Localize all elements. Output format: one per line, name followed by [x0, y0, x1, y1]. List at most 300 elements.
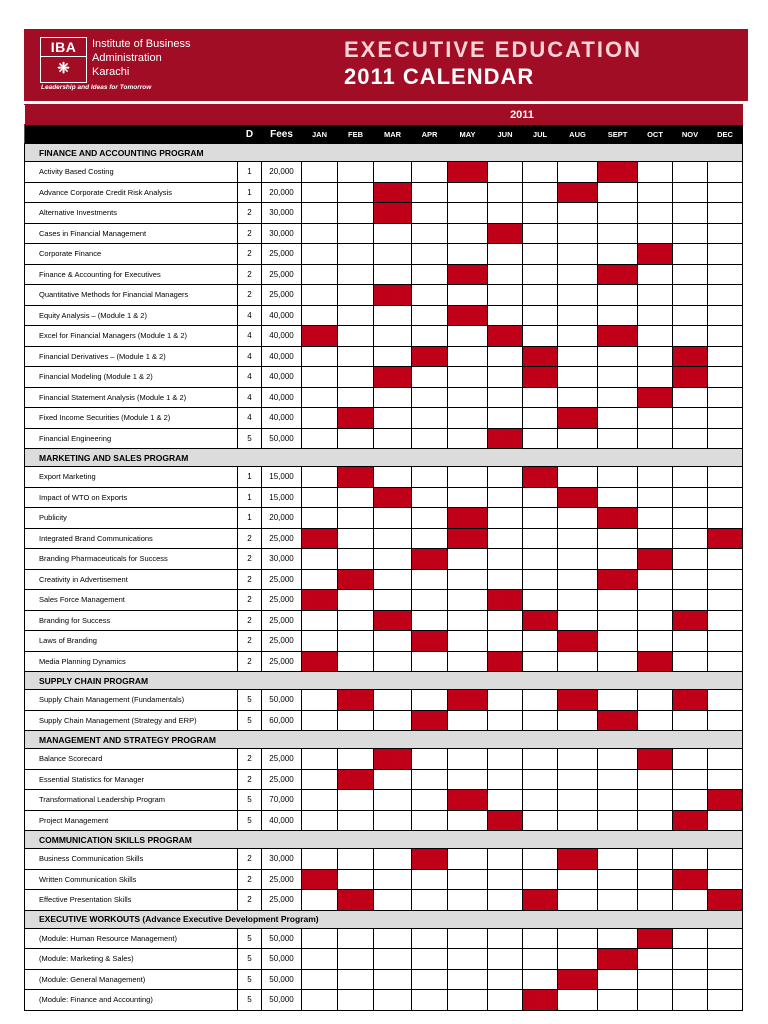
month-cell — [558, 528, 598, 549]
month-cell — [708, 346, 743, 367]
month-cell — [523, 528, 558, 549]
scheduled-month-cell — [523, 467, 558, 488]
month-cell — [673, 487, 708, 508]
month-cell — [598, 790, 638, 811]
month-cell — [708, 749, 743, 770]
program-row — [25, 690, 743, 711]
program-duration: 5 — [238, 710, 262, 731]
month-cell — [488, 346, 523, 367]
month-cell — [673, 264, 708, 285]
month-cell — [558, 508, 598, 529]
month-cell — [598, 651, 638, 672]
program-duration: 5 — [238, 990, 262, 1011]
month-cell — [338, 969, 374, 990]
month-cell — [673, 223, 708, 244]
month-cell — [558, 326, 598, 347]
program-fee: 50,000 — [262, 990, 302, 1011]
month-cell — [523, 326, 558, 347]
month-cell — [673, 569, 708, 590]
month-cell — [338, 508, 374, 529]
month-cell — [412, 305, 448, 326]
section-row — [25, 910, 743, 928]
month-cell — [302, 769, 338, 790]
program-duration: 2 — [238, 244, 262, 265]
month-cell — [523, 569, 558, 590]
month-cell — [638, 690, 673, 711]
month-cell — [488, 969, 523, 990]
month-cell — [598, 631, 638, 652]
month-cell — [374, 549, 412, 570]
scheduled-month-cell — [638, 651, 673, 672]
month-cell — [412, 326, 448, 347]
section-row — [25, 672, 743, 690]
month-cell — [412, 467, 448, 488]
month-cell — [338, 749, 374, 770]
scheduled-month-cell — [448, 305, 488, 326]
program-fee: 25,000 — [262, 244, 302, 265]
month-cell — [523, 428, 558, 449]
month-cell — [448, 810, 488, 831]
month-cell — [598, 810, 638, 831]
month-cell — [302, 610, 338, 631]
month-cell — [302, 487, 338, 508]
program-name: (Module: Marketing & Sales) — [25, 949, 238, 970]
program-fee: 50,000 — [262, 690, 302, 711]
month-col-header: FEB — [338, 125, 374, 144]
section-title: MANAGEMENT AND STRATEGY PROGRAM — [25, 731, 743, 749]
month-cell — [302, 223, 338, 244]
month-cell — [412, 651, 448, 672]
scheduled-month-cell — [673, 810, 708, 831]
scheduled-month-cell — [558, 182, 598, 203]
program-fee: 25,000 — [262, 749, 302, 770]
program-name: (Module: General Management) — [25, 969, 238, 990]
month-cell — [638, 631, 673, 652]
scheduled-month-cell — [338, 890, 374, 911]
month-cell — [558, 590, 598, 611]
program-name: Supply Chain Management (Fundamentals) — [25, 690, 238, 711]
month-cell — [488, 710, 523, 731]
month-cell — [302, 710, 338, 731]
month-cell — [374, 790, 412, 811]
month-cell — [598, 346, 638, 367]
month-cell — [598, 487, 638, 508]
month-cell — [448, 949, 488, 970]
month-cell — [598, 285, 638, 306]
program-name: Publicity — [25, 508, 238, 529]
month-cell — [523, 508, 558, 529]
month-cell — [598, 528, 638, 549]
scheduled-month-cell — [302, 869, 338, 890]
program-row — [25, 182, 743, 203]
scheduled-month-cell — [598, 162, 638, 183]
month-cell — [638, 408, 673, 429]
month-cell — [708, 223, 743, 244]
month-cell — [488, 569, 523, 590]
month-cell — [412, 244, 448, 265]
scheduled-month-cell — [448, 790, 488, 811]
month-cell — [448, 326, 488, 347]
month-cell — [598, 467, 638, 488]
month-cell — [673, 326, 708, 347]
program-name: Cases in Financial Management — [25, 223, 238, 244]
program-fee: 20,000 — [262, 182, 302, 203]
month-cell — [338, 590, 374, 611]
program-name: Advance Corporate Credit Risk Analysis — [25, 182, 238, 203]
month-cell — [412, 569, 448, 590]
program-row — [25, 467, 743, 488]
program-fee: 40,000 — [262, 810, 302, 831]
month-cell — [302, 244, 338, 265]
month-cell — [338, 223, 374, 244]
section-title: SUPPLY CHAIN PROGRAM — [25, 672, 743, 690]
month-cell — [598, 305, 638, 326]
month-cell — [374, 223, 412, 244]
scheduled-month-cell — [412, 346, 448, 367]
program-row — [25, 408, 743, 429]
month-cell — [302, 928, 338, 949]
program-fee: 25,000 — [262, 264, 302, 285]
duration-col-header: D — [238, 125, 262, 144]
program-row — [25, 949, 743, 970]
scheduled-month-cell — [638, 244, 673, 265]
month-cell — [708, 549, 743, 570]
month-cell — [412, 610, 448, 631]
month-cell — [558, 610, 598, 631]
month-cell — [374, 528, 412, 549]
month-cell — [412, 749, 448, 770]
month-cell — [302, 467, 338, 488]
month-cell — [374, 810, 412, 831]
month-cell — [708, 162, 743, 183]
month-cell — [673, 508, 708, 529]
program-name: Project Management — [25, 810, 238, 831]
month-cell — [598, 203, 638, 224]
program-fee: 20,000 — [262, 508, 302, 529]
program-duration: 4 — [238, 367, 262, 388]
scheduled-month-cell — [412, 549, 448, 570]
month-cell — [448, 387, 488, 408]
month-cell — [558, 285, 598, 306]
month-cell — [673, 590, 708, 611]
month-cell — [338, 949, 374, 970]
month-cell — [638, 949, 673, 970]
month-cell — [448, 285, 488, 306]
program-fee: 15,000 — [262, 467, 302, 488]
scheduled-month-cell — [673, 346, 708, 367]
month-cell — [448, 549, 488, 570]
program-name: Equity Analysis – (Module 1 & 2) — [25, 305, 238, 326]
month-cell — [598, 590, 638, 611]
scheduled-month-cell — [673, 367, 708, 388]
scheduled-month-cell — [638, 749, 673, 770]
month-col-header: NOV — [673, 125, 708, 144]
tagline: Leadership and Ideas for Tomorrow — [41, 84, 152, 91]
month-col-header: DEC — [708, 125, 743, 144]
month-cell — [338, 487, 374, 508]
program-name: Sales Force Management — [25, 590, 238, 611]
program-row — [25, 990, 743, 1011]
program-name: Business Communication Skills — [25, 849, 238, 870]
month-cell — [523, 810, 558, 831]
month-cell — [708, 408, 743, 429]
month-cell — [673, 387, 708, 408]
scheduled-month-cell — [558, 408, 598, 429]
program-fee: 40,000 — [262, 346, 302, 367]
month-cell — [412, 285, 448, 306]
month-cell — [598, 690, 638, 711]
month-cell — [708, 610, 743, 631]
year-blank-cell — [25, 105, 238, 125]
program-row — [25, 769, 743, 790]
section-row — [25, 144, 743, 162]
scheduled-month-cell — [523, 346, 558, 367]
month-cell — [598, 182, 638, 203]
month-cell — [374, 990, 412, 1011]
month-cell — [638, 969, 673, 990]
month-cell — [488, 162, 523, 183]
month-cell — [558, 467, 598, 488]
month-cell — [338, 790, 374, 811]
month-cell — [302, 569, 338, 590]
month-cell — [488, 549, 523, 570]
month-cell — [708, 387, 743, 408]
month-cell — [638, 990, 673, 1011]
month-cell — [598, 367, 638, 388]
month-cell — [412, 223, 448, 244]
program-name: Essential Statistics for Manager — [25, 769, 238, 790]
month-cell — [488, 790, 523, 811]
month-col-header: SEPT — [598, 125, 638, 144]
month-cell — [598, 769, 638, 790]
month-cell — [638, 849, 673, 870]
month-cell — [673, 749, 708, 770]
month-cell — [673, 408, 708, 429]
scheduled-month-cell — [488, 428, 523, 449]
month-cell — [708, 651, 743, 672]
month-cell — [673, 790, 708, 811]
scheduled-month-cell — [448, 690, 488, 711]
month-cell — [708, 928, 743, 949]
month-cell — [374, 326, 412, 347]
month-cell — [558, 387, 598, 408]
program-fee: 60,000 — [262, 710, 302, 731]
scheduled-month-cell — [338, 467, 374, 488]
program-duration: 5 — [238, 690, 262, 711]
program-duration: 1 — [238, 487, 262, 508]
scheduled-month-cell — [488, 326, 523, 347]
scheduled-month-cell — [708, 528, 743, 549]
month-cell — [638, 610, 673, 631]
scheduled-month-cell — [302, 590, 338, 611]
month-cell — [448, 631, 488, 652]
program-row — [25, 305, 743, 326]
month-cell — [302, 890, 338, 911]
month-cell — [412, 182, 448, 203]
institute-line-2: Administration — [92, 52, 162, 64]
month-cell — [673, 305, 708, 326]
month-col-header: MAR — [374, 125, 412, 144]
program-duration: 2 — [238, 223, 262, 244]
program-duration: 1 — [238, 182, 262, 203]
month-cell — [638, 487, 673, 508]
program-fee: 50,000 — [262, 949, 302, 970]
month-cell — [448, 408, 488, 429]
month-cell — [374, 590, 412, 611]
month-cell — [338, 367, 374, 388]
month-cell — [598, 749, 638, 770]
program-row — [25, 710, 743, 731]
program-name: Activity Based Costing — [25, 162, 238, 183]
program-row — [25, 569, 743, 590]
program-duration: 1 — [238, 467, 262, 488]
program-name: Financial Derivatives – (Module 1 & 2) — [25, 346, 238, 367]
scheduled-month-cell — [412, 710, 448, 731]
program-name: Supply Chain Management (Strategy and ERP) — [25, 710, 238, 731]
program-duration: 2 — [238, 869, 262, 890]
program-duration: 4 — [238, 305, 262, 326]
program-fee: 25,000 — [262, 890, 302, 911]
month-cell — [673, 849, 708, 870]
month-cell — [448, 223, 488, 244]
month-cell — [338, 651, 374, 672]
month-cell — [448, 849, 488, 870]
program-fee: 50,000 — [262, 969, 302, 990]
month-cell — [708, 949, 743, 970]
month-cell — [673, 162, 708, 183]
month-cell — [374, 651, 412, 672]
month-cell — [338, 528, 374, 549]
program-name: Excel for Financial Managers (Module 1 & 2) — [25, 326, 238, 347]
month-cell — [302, 969, 338, 990]
month-cell — [638, 367, 673, 388]
month-cell — [638, 264, 673, 285]
month-cell — [412, 769, 448, 790]
month-cell — [448, 182, 488, 203]
month-cell — [558, 869, 598, 890]
month-cell — [338, 326, 374, 347]
program-name: Branding for Success — [25, 610, 238, 631]
month-cell — [488, 367, 523, 388]
month-cell — [302, 549, 338, 570]
month-cell — [338, 203, 374, 224]
month-cell — [638, 285, 673, 306]
scheduled-month-cell — [374, 610, 412, 631]
month-cell — [302, 631, 338, 652]
month-cell — [412, 387, 448, 408]
month-cell — [708, 690, 743, 711]
program-fee: 50,000 — [262, 928, 302, 949]
month-cell — [412, 890, 448, 911]
program-name: Balance Scorecard — [25, 749, 238, 770]
scheduled-month-cell — [673, 610, 708, 631]
program-duration: 2 — [238, 528, 262, 549]
program-name: Fixed Income Securities (Module 1 & 2) — [25, 408, 238, 429]
month-cell — [448, 467, 488, 488]
program-row — [25, 631, 743, 652]
month-cell — [673, 769, 708, 790]
scheduled-month-cell — [638, 928, 673, 949]
month-cell — [374, 467, 412, 488]
month-cell — [412, 969, 448, 990]
month-cell — [374, 244, 412, 265]
month-cell — [598, 990, 638, 1011]
scheduled-month-cell — [302, 651, 338, 672]
month-cell — [412, 869, 448, 890]
month-cell — [708, 769, 743, 790]
month-cell — [558, 569, 598, 590]
program-row — [25, 387, 743, 408]
section-title: COMMUNICATION SKILLS PROGRAM — [25, 831, 743, 849]
month-cell — [488, 949, 523, 970]
month-cell — [673, 467, 708, 488]
program-row — [25, 428, 743, 449]
scheduled-month-cell — [673, 690, 708, 711]
program-duration: 5 — [238, 810, 262, 831]
program-fee: 25,000 — [262, 528, 302, 549]
month-cell — [338, 869, 374, 890]
program-duration: 1 — [238, 508, 262, 529]
logo-text: IBA — [41, 38, 86, 57]
month-cell — [448, 749, 488, 770]
month-cell — [302, 346, 338, 367]
program-name: Integrated Brand Communications — [25, 528, 238, 549]
month-cell — [523, 590, 558, 611]
month-cell — [412, 264, 448, 285]
month-cell — [302, 849, 338, 870]
month-cell — [448, 244, 488, 265]
month-cell — [558, 769, 598, 790]
month-col-header: MAY — [448, 125, 488, 144]
month-cell — [673, 651, 708, 672]
program-name: Branding Pharmaceuticals for Success — [25, 549, 238, 570]
month-cell — [412, 367, 448, 388]
month-cell — [523, 549, 558, 570]
section-title: MARKETING AND SALES PROGRAM — [25, 449, 743, 467]
month-cell — [673, 285, 708, 306]
program-duration: 2 — [238, 285, 262, 306]
program-duration: 2 — [238, 849, 262, 870]
month-cell — [673, 949, 708, 970]
month-cell — [638, 305, 673, 326]
program-fee: 40,000 — [262, 305, 302, 326]
month-cell — [673, 428, 708, 449]
month-col-header: APR — [412, 125, 448, 144]
scheduled-month-cell — [558, 631, 598, 652]
scheduled-month-cell — [523, 367, 558, 388]
program-fee: 30,000 — [262, 549, 302, 570]
month-cell — [523, 223, 558, 244]
scheduled-month-cell — [374, 285, 412, 306]
month-cell — [523, 631, 558, 652]
month-cell — [374, 849, 412, 870]
month-cell — [558, 790, 598, 811]
month-cell — [558, 710, 598, 731]
program-row — [25, 162, 743, 183]
month-cell — [488, 928, 523, 949]
scheduled-month-cell — [673, 869, 708, 890]
month-cell — [302, 408, 338, 429]
program-row — [25, 223, 743, 244]
program-row — [25, 528, 743, 549]
month-cell — [558, 810, 598, 831]
month-cell — [412, 590, 448, 611]
scheduled-month-cell — [558, 487, 598, 508]
fees-col-header: Fees — [262, 125, 302, 144]
month-cell — [448, 569, 488, 590]
program-row — [25, 590, 743, 611]
month-cell — [374, 890, 412, 911]
